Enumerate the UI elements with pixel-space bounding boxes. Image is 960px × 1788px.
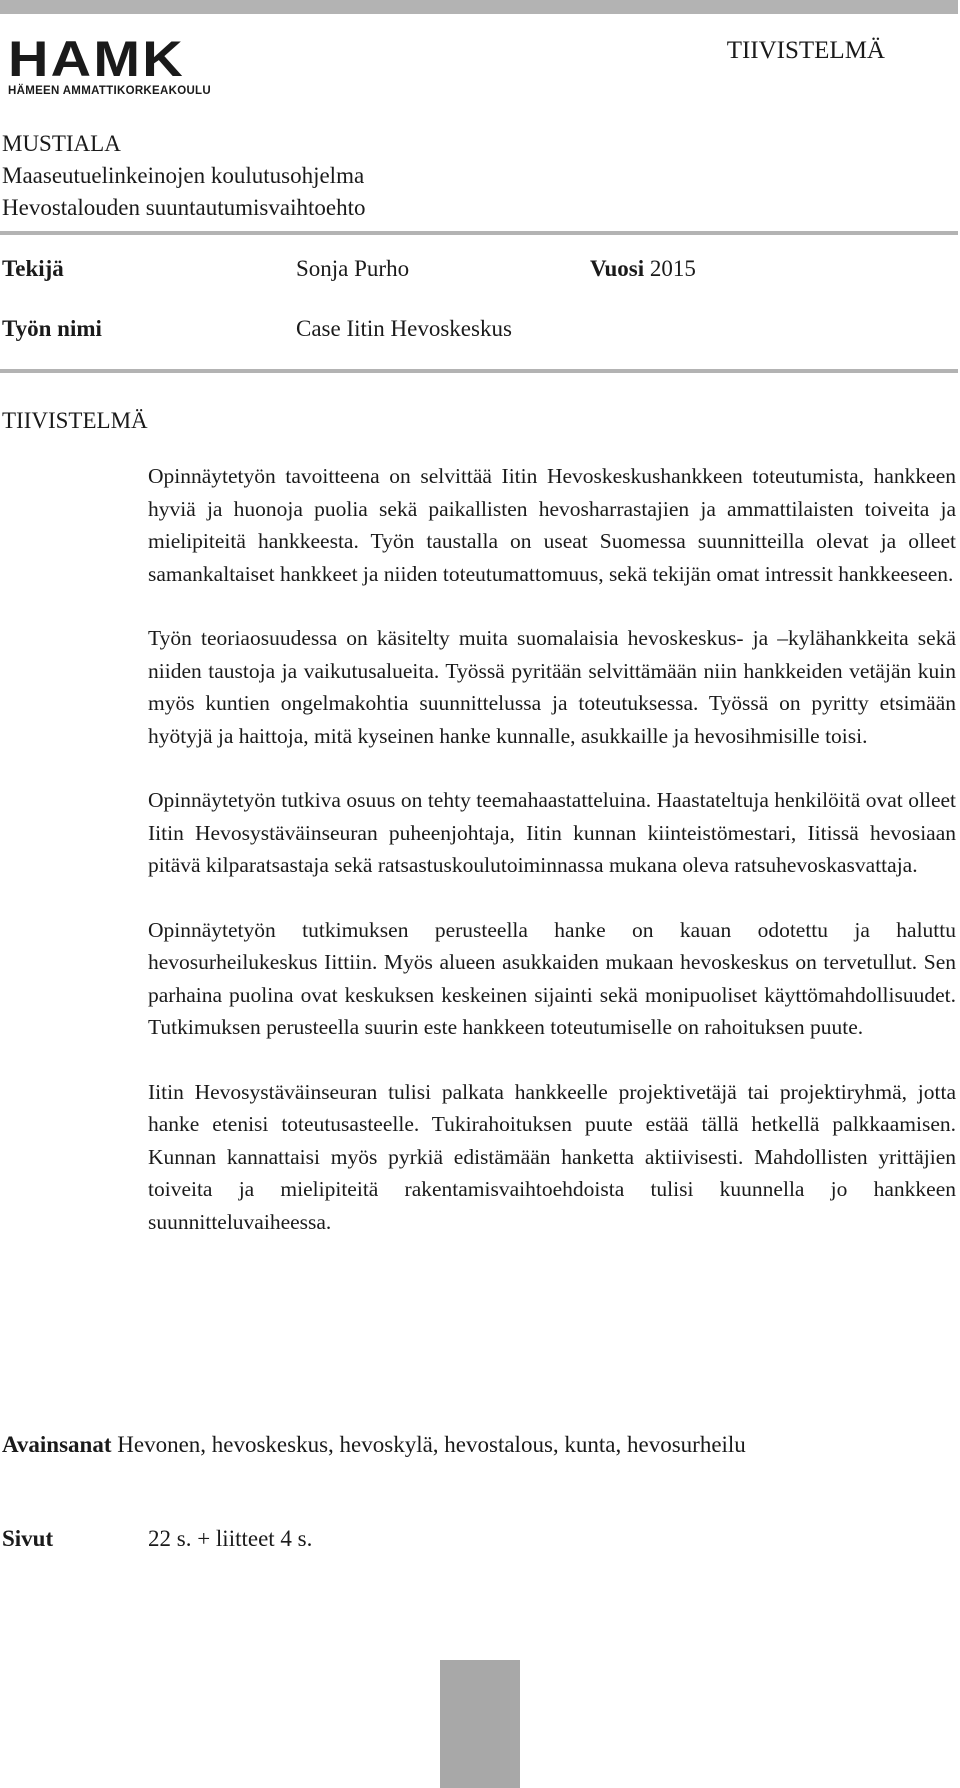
title-label: Työn nimi xyxy=(2,316,102,341)
keywords-label: Avainsanat xyxy=(2,1432,112,1457)
section-divider-bottom xyxy=(0,369,958,373)
author-value: Sonja Purho xyxy=(296,256,410,281)
year-label: Vuosi xyxy=(590,256,645,281)
document-type-label: TIIVISTELMÄ xyxy=(726,37,885,64)
abstract-paragraph-4: Opinnäytetyön tutkimuksen perusteella hanke on kauan odotettu ja haluttu hevosurheilukeskus Iittiin. Myös alueen asukkaiden mukaan hevoskeskus on tervetullut. Sen parhaina puolina ovat keskuksen keskeinen sijainti sekä monipuoliset käyttömahdollisuudet. Tutkimuksen perusteella suurin este hankkeen toteutumiselle on rahoituksen puute. xyxy=(148,917,956,1039)
campus-name: MUSTIALA xyxy=(2,131,121,156)
pages-label: Sivut xyxy=(2,1526,54,1551)
logo-subtitle: HÄMEEN AMMATTIKORKEAKOULU xyxy=(8,85,211,97)
top-rule xyxy=(0,0,958,14)
author-label: Tekijä xyxy=(2,256,64,281)
hamk-logo xyxy=(8,31,248,97)
abstract-body xyxy=(148,460,956,1270)
organisation-block xyxy=(2,128,365,224)
abstract-paragraph-1: Opinnäytetyön tavoitteena on selvittää Iitin Hevoskeskushankkeen toteutumista, hankkeen hyviä ja huonoja puolia sekä paikallisten hevosharrastajien ja ammattilaisten toiveita ja mielipiteitä hankkeesta. Työn taustalla on useat Suomessa suunnitteilla olevat ja olleet samankaltaiset hankkeet ja niiden toteutumattomuus, sekä tekijän omat intressit hankkeeseen. xyxy=(148,464,956,586)
keywords-row xyxy=(2,1430,746,1460)
keywords-value: Hevonen, hevoskeskus, hevoskylä, hevostalous, kunta, hevosurheilu xyxy=(117,1432,746,1457)
pages-value: 22 s. + liitteet 4 s. xyxy=(148,1526,313,1551)
abstract-paragraph-2: Työn teoriaosuudessa on käsitelty muita suomalaisia hevoskeskus- ja –kylähankkeita sekä niiden taustoja ja vaikutusalueita. Työssä pyritään selvittämään niin hankkeiden vetäjän kuin myös kuntien ongelmakohtia suunnittelussa ja toteutuksessa. Työssä on pyritty etsimään hyötyjä ja haittoja, mitä kyseinen hanke kunnalle, asukkaille ja hevosihmisille toisi. xyxy=(148,626,956,748)
orientation-option: Hevostalouden suuntautumisvaihtoehto xyxy=(2,195,366,220)
abstract-heading: TIIVISTELMÄ xyxy=(2,408,148,433)
title-value: Case Iitin Hevoskeskus xyxy=(296,316,512,341)
year-field xyxy=(590,254,696,284)
abstract-paragraph-3: Opinnäytetyön tutkiva osuus on tehty teemahaastatteluina. Haastateltuja henkilöitä ovat olleet Iitin Hevosystäväinseuran puheenjohtaja, Iitin kunnan kiinteistömestari, Iitissä hevosiaan pitävä kilparatsastaja sekä ratsastuskoulutoiminnassa mukana oleva ratsuhevoskasvattaja. xyxy=(148,788,956,877)
footer-decoration xyxy=(440,1660,520,1788)
year-value: 2015 xyxy=(649,256,696,281)
abstract-paragraph-5: Iitin Hevosystäväinseuran tulisi palkata hankkeelle projektivetäjä tai projektiryhmä, jotta hanke etenisi toteutusasteelle. Tukirahoituksen puute estää tällä hetkellä palkkaamisen. Kunnan kannattaisi myös pyrkiä edistämään hanketta aktiivisesti. Mahdollisten yrittäjien toiveita ja mielipiteitä rakentamisvaihtoehdoista tulisi kuunnella jo hankkeen suunnitteluvaiheessa. xyxy=(148,1079,956,1234)
section-divider-top xyxy=(0,231,958,235)
degree-programme: Maaseutuelinkeinojen koulutusohjelma xyxy=(2,163,365,188)
logo-wordmark: HAMK xyxy=(8,31,185,87)
